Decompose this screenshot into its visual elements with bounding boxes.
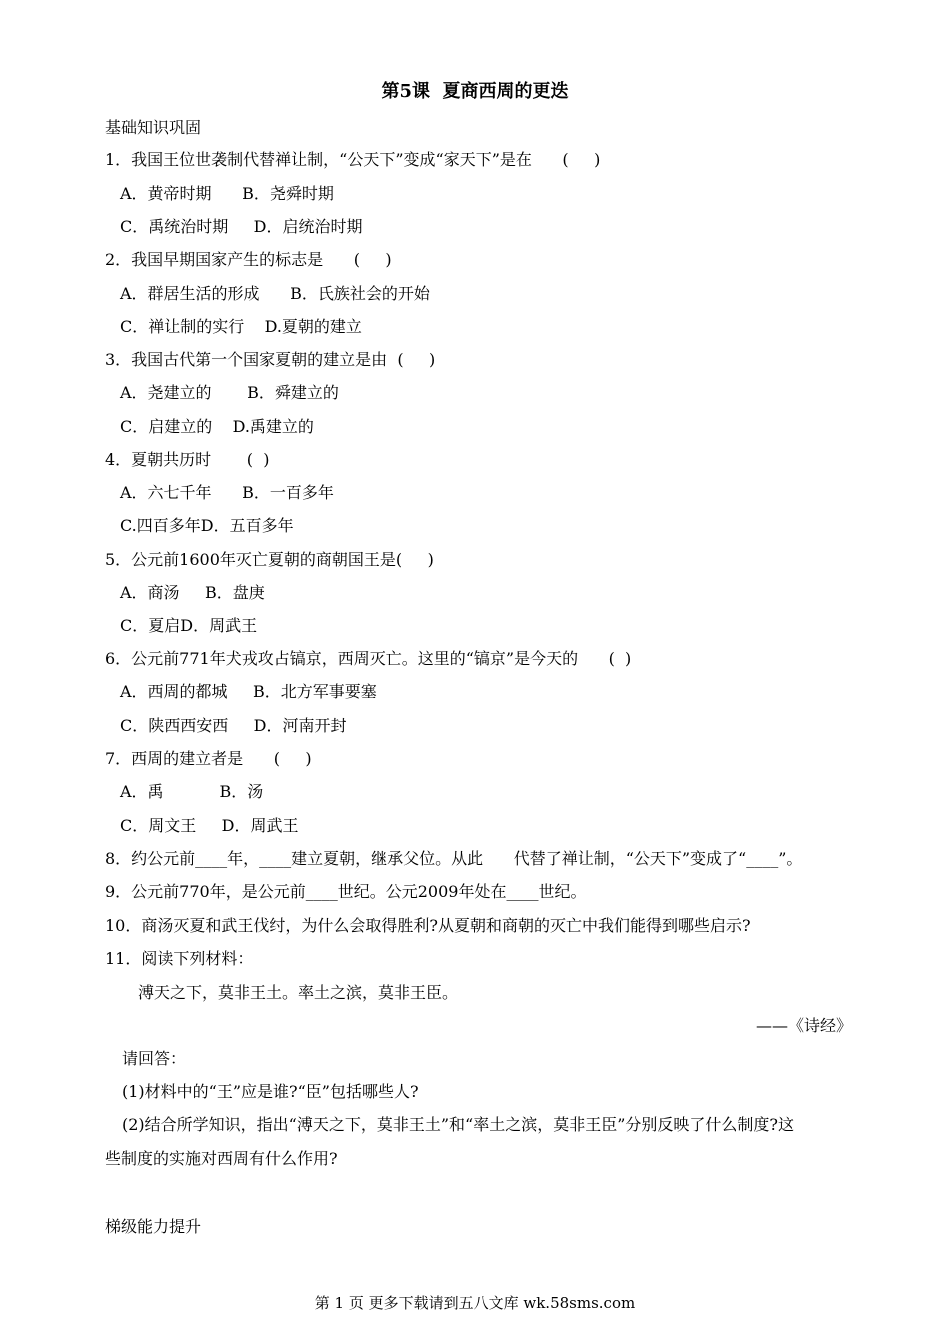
question-11-source: ——《诗经》 xyxy=(755,1016,852,1035)
question-10: 10．商汤灭夏和武王伐纣，为什么会取得胜利?从夏朝和商朝的灭亡中我们能得到哪些启示? xyxy=(105,916,751,935)
question-4-options-cd: C.四百多年D．五百多年 xyxy=(120,516,294,535)
question-2: 2．我国早期国家产生的标志是 ( ) xyxy=(105,250,392,269)
question-1-options-cd: C．禹统治时期 D．启统治时期 xyxy=(120,217,363,236)
question-1: 1．我国王位世袭制代替禅让制，“公天下”变成“家天下”是在 ( ) xyxy=(105,150,601,169)
question-6: 6．公元前771年犬戎攻占镐京，西周灭亡。这里的“镐京”是今天的 ( ) xyxy=(105,649,632,668)
question-5-options-cd: C．夏启D．周武王 xyxy=(120,616,258,635)
question-1-options-ab: A．黄帝时期 B．尧舜时期 xyxy=(120,184,334,203)
page-footer: 第 1 页 更多下载请到五八文库 wk.58sms.com xyxy=(314,1294,636,1312)
question-4: 4．夏朝共历时 ( ) xyxy=(105,450,270,469)
section-heading-basic: 基础知识巩固 xyxy=(105,118,202,137)
question-5: 5．公元前1600年灭亡夏朝的商朝国王是( ) xyxy=(105,550,434,569)
question-4-options-ab: A．六七千年 B．一百多年 xyxy=(120,483,334,502)
question-3: 3．我国古代第一个国家夏朝的建立是由 ( ) xyxy=(105,350,436,369)
page-title: 第5课 夏商西周的更迭 xyxy=(381,81,569,102)
question-5-options-ab: A．商汤 B．盘庚 xyxy=(120,583,265,602)
question-11: 11．阅读下列材料： xyxy=(105,949,254,968)
question-11-sub-1: (1)材料中的“王”应是谁?“臣”包括哪些人? xyxy=(122,1082,419,1101)
question-6-options-ab: A．西周的都城 B．北方军事要塞 xyxy=(120,682,377,701)
question-11-prompt: 请回答： xyxy=(122,1049,187,1068)
question-9: 9．公元前770年，是公元前____世纪。公元2009年处在____世纪。 xyxy=(105,882,587,901)
question-3-options-cd: C．启建立的 D.禹建立的 xyxy=(120,417,314,436)
question-7-options-cd: C．周文王 D．周武王 xyxy=(120,816,299,835)
question-3-options-ab: A．尧建立的 B．舜建立的 xyxy=(120,383,339,402)
question-11-sub-2: (2)结合所学知识，指出“溥天之下，莫非王土”和“率土之滨，莫非王臣”分别反映了什么制度?这 xyxy=(122,1115,794,1134)
question-7-options-ab: A．禹 B．汤 xyxy=(120,782,264,801)
question-2-options-ab: A．群居生活的形成 B．氏族社会的开始 xyxy=(120,284,430,303)
question-2-options-cd: C．禅让制的实行 D.夏朝的建立 xyxy=(120,317,362,336)
question-6-options-cd: C．陕西西安西 D．河南开封 xyxy=(120,716,347,735)
question-7: 7．西周的建立者是 ( ) xyxy=(105,749,312,768)
question-8: 8．约公元前____年，____建立夏朝，继承父位。从此 代替了禅让制，“公天下”变成了“____”。 xyxy=(105,849,803,868)
section-heading-advanced: 梯级能力提升 xyxy=(105,1217,202,1236)
question-11-material: 溥天之下，莫非王土。率土之滨，莫非王臣。 xyxy=(138,983,459,1002)
question-11-sub-2-continued: 些制度的实施对西周有什么作用? xyxy=(105,1149,338,1168)
